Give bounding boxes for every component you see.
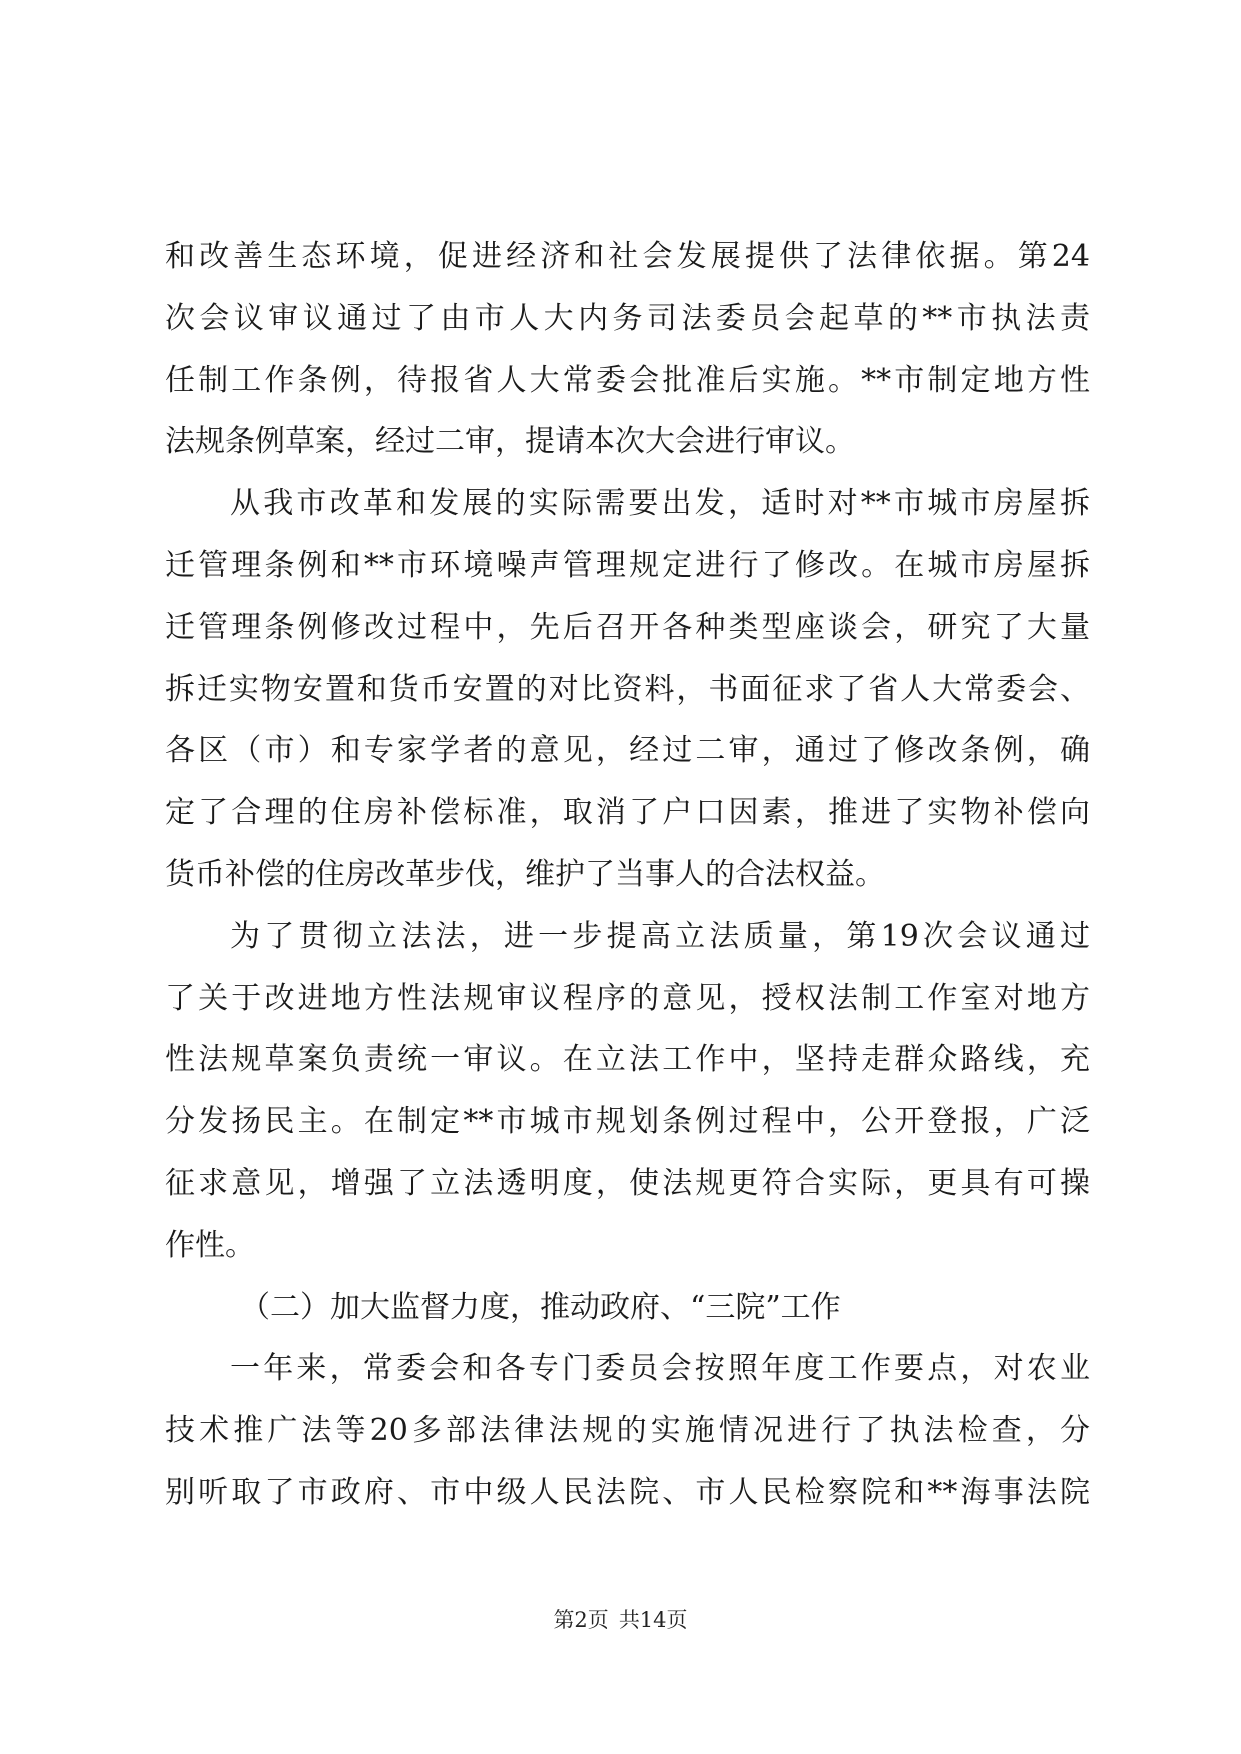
page-footer: [0, 1604, 1241, 1634]
text-line: 货币补偿的住房改革步伐，维护了当事人的合法权益。: [165, 856, 885, 892]
text-line: 各区（市）和专家学者的意见，经过二审，通过了修改条例，确: [165, 733, 1090, 769]
text-line: 从我市改革和发展的实际需要出发，适时对**市城市房屋拆: [230, 486, 1090, 522]
text-line: 分发扬民主。在制定**市城市规划条例过程中，公开登报，广泛: [165, 1104, 1090, 1140]
text-line: 拆迁实物安置和货币安置的对比资料，书面征求了省人大常委会、: [165, 671, 1090, 707]
text-line: 次会议审议通过了由市人大内务司法委员会起草的**市执法责: [165, 300, 1090, 336]
text-line: 别听取了市政府、市中级人民法院、市人民检察院和**海事法院: [165, 1474, 1090, 1510]
text-line: 作性。: [165, 1227, 255, 1263]
text-line: 性法规草案负责统一审议。在立法工作中，坚持走群众路线，充: [165, 1042, 1090, 1078]
text-line: 了关于改进地方性法规审议程序的意见，授权法制工作室对地方: [165, 980, 1090, 1016]
text-line: 技术推广法等20多部法律法规的实施情况进行了执法检查，分: [165, 1413, 1090, 1449]
page-number: 第2页: [553, 1608, 609, 1632]
text-line: 为了贯彻立法法，进一步提高立法质量，第19次会议通过: [230, 918, 1090, 954]
page-total: 共14页: [618, 1608, 688, 1632]
text-line: 迁管理条例修改过程中，先后召开各种类型座谈会，研究了大量: [165, 609, 1090, 645]
text-line: 一年来，常委会和各专门委员会按照年度工作要点，对农业: [230, 1351, 1090, 1387]
text-line: 任制工作条例，待报省人大常委会批准后实施。**市制定地方性: [165, 362, 1090, 398]
text-line: 征求意见，增强了立法透明度，使法规更符合实际，更具有可操: [165, 1165, 1090, 1201]
text-line: 法规条例草案，经过二审，提请本次大会进行审议。: [165, 424, 855, 460]
text-line: 定了合理的住房补偿标准，取消了户口因素，推进了实物补偿向: [165, 795, 1090, 831]
text-line: 迁管理条例和**市环境噪声管理规定进行了修改。在城市房屋拆: [165, 547, 1090, 583]
document-body: [165, 226, 1090, 1524]
text-line: 和改善生态环境，促进经济和社会发展提供了法律依据。第24: [165, 239, 1090, 274]
section-heading: （二）加大监督力度，推动政府、“三院”工作: [240, 1289, 841, 1325]
